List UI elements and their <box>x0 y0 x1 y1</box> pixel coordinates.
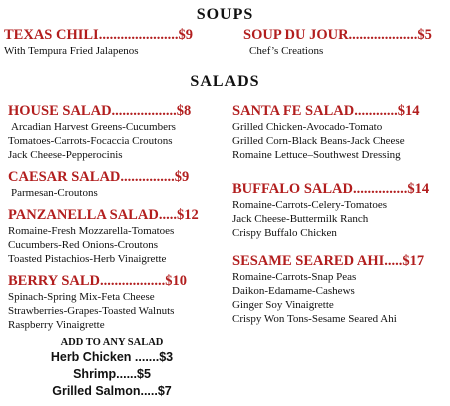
item-title: BUFFALO SALAD...............$14 <box>232 181 430 197</box>
addon-herb-chicken: Herb Chicken .......$3 <box>50 350 174 364</box>
item-description: Arcadian Harvest Greens-Cucumbers <box>11 121 176 133</box>
menu-item-berry-salad <box>8 272 187 332</box>
item-description: Toasted Pistachios-Herb Vinaigrette <box>8 253 167 265</box>
item-title: BERRY SALD..................$10 <box>8 273 188 289</box>
item-description: Strawberries-Grapes-Toasted Walnuts <box>8 305 175 317</box>
item-description: Jack Cheese-Buttermilk Ranch <box>232 213 369 225</box>
menu-item-house-salad <box>8 102 191 162</box>
item-description: Chef’s Creations <box>249 45 324 57</box>
item-description: Romaine-Carrots-Snap Peas <box>232 271 357 283</box>
menu-item-santa-fe-salad <box>232 102 419 162</box>
menu-item-sesame-seared-ahi <box>232 252 424 326</box>
item-description: Romaine-Carrots-Celery-Tomatoes <box>232 199 388 211</box>
addon-shrimp: Shrimp......$5 <box>73 367 151 381</box>
item-description: Ginger Soy Vinaigrette <box>232 299 334 311</box>
menu-item-texas-chili <box>4 26 193 58</box>
item-description: Spinach-Spring Mix-Feta Cheese <box>8 291 155 303</box>
item-title: SOUP DU JOUR...................$5 <box>243 27 432 43</box>
item-description: Romaine Lettuce–Southwest Dressing <box>232 149 401 161</box>
item-title: HOUSE SALAD..................$8 <box>8 103 192 119</box>
item-title: PANZANELLA SALAD.....$12 <box>8 207 199 223</box>
soups-heading: SOUPS <box>196 6 254 23</box>
add-to-salad-section <box>12 336 212 400</box>
menu-item-buffalo-salad <box>232 180 429 240</box>
item-description: Jack Cheese-Pepperocinis <box>8 149 123 161</box>
item-title: CAESAR SALAD...............$9 <box>8 169 190 185</box>
menu-item-panzanella-salad <box>8 206 199 266</box>
item-description: With Tempura Fried Jalapenos <box>4 45 139 57</box>
item-description: Cucumbers-Red Onions-Croutons <box>8 239 159 251</box>
item-description: Parmesan-Croutons <box>11 187 98 199</box>
item-description: Daikon-Edamame-Cashews <box>232 285 355 297</box>
item-description: Romaine-Fresh Mozzarella-Tomatoes <box>8 225 175 237</box>
item-title: SESAME SEARED AHI.....$17 <box>232 253 425 269</box>
menu-item-caesar-salad <box>8 168 189 200</box>
addons-title: ADD TO ANY SALAD <box>60 337 164 348</box>
item-description: Grilled Chicken-Avocado-Tomato <box>232 121 383 133</box>
salads-heading: SALADS <box>190 73 260 90</box>
item-description: Raspberry Vinaigrette <box>8 319 105 331</box>
addon-grilled-salmon: Grilled Salmon.....$7 <box>52 384 172 398</box>
item-description: Crispy Buffalo Chicken <box>232 227 337 239</box>
item-description: Crispy Won Tons-Sesame Seared Ahi <box>232 313 397 325</box>
item-description: Tomatoes-Carrots-Focaccia Croutons <box>8 135 173 147</box>
menu-item-soup-du-jour <box>243 26 432 58</box>
item-title: SANTA FE SALAD............$14 <box>232 103 420 119</box>
item-description: Grilled Corn-Black Beans-Jack Cheese <box>232 135 405 147</box>
item-title: TEXAS CHILI......................$9 <box>4 27 193 43</box>
